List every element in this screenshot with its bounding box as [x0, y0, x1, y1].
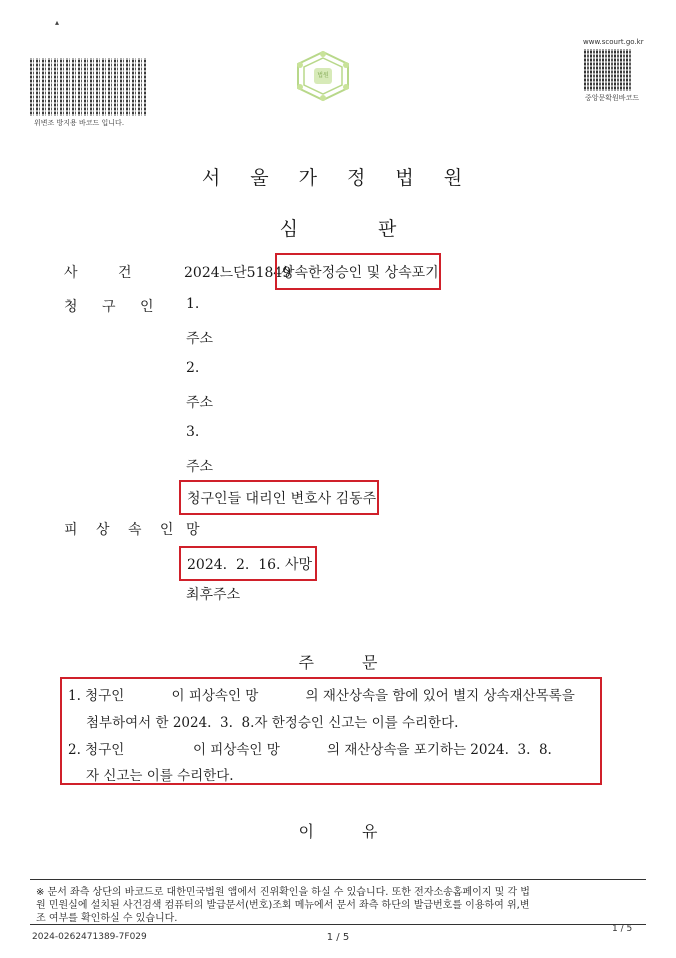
decedent-death-date: 2024. 2. 16. 사망	[187, 557, 313, 573]
claimant-3-address-label: 주소	[186, 459, 214, 475]
document-type-char-2: 판	[378, 218, 397, 240]
claimant-agent: 청구인들 대리인 변호사 김동주	[187, 491, 377, 507]
order-line-4: 자 신고는 이를 수리한다.	[86, 768, 234, 784]
case-label: 사 건	[64, 265, 150, 281]
anti-forgery-barcode	[30, 58, 146, 116]
case-name: 상속한정승인 및 상속포기	[281, 265, 439, 281]
reason-title	[0, 819, 676, 842]
notice-line-1: ※ 문서 좌측 상단의 바코드로 대한민국법원 앱에서 진위확인을 하실 수 있습니다. 또한 전자소송홈페이지 및 각 법	[36, 887, 530, 898]
reason-title-char-2: 유	[362, 822, 378, 841]
decedent-status: 망	[186, 522, 200, 538]
left-barcode-caption: 위변조 방지용 바코드 입니다.	[34, 119, 125, 127]
case-number: 2024느단51849	[184, 265, 292, 281]
order-title-char-1: 주	[298, 653, 314, 672]
notice-line-3: 조 여부를 확인하실 수 있습니다.	[36, 913, 178, 924]
claimant-2-number: 2.	[186, 360, 200, 376]
order-line-3: 2. 청구인 이 피상속인 망 의 재산상속을 포기하는 2024. 3. 8.	[68, 742, 552, 758]
claimant-1-address-label: 주소	[186, 331, 214, 347]
document-barcode	[584, 49, 632, 91]
order-line-1: 1. 청구인 이 피상속인 망 의 재산상속을 함에 있어 별지 상속재산목록을	[68, 688, 575, 704]
document-type	[0, 214, 676, 241]
claimant-label: 청 구 인	[64, 299, 164, 315]
court-emblem-icon	[290, 48, 356, 104]
scourt-url: www.scourt.go.kr	[583, 38, 644, 46]
claimant-1-number: 1.	[186, 296, 200, 312]
corner-mark: ▴	[55, 18, 60, 27]
emblem-text: 법원	[317, 72, 329, 79]
claimant-2-address-label: 주소	[186, 395, 214, 411]
page-number-right: 1 / 5	[612, 924, 633, 934]
page-number: 1 / 5	[326, 932, 350, 943]
court-name: 서 울 가 정 법 원	[201, 167, 475, 189]
reason-title-char-1: 이	[298, 822, 314, 841]
right-barcode-caption: 중앙문확원바코드	[585, 94, 640, 102]
notice-line-2: 원 민원실에 설치된 사건검색 컴퓨터의 발급문서(번호)조회 메뉴에서 문서 좌측 하단의 발급번호를 이용하여 위,변	[36, 900, 530, 911]
document-type-char-1: 심	[279, 218, 298, 240]
order-line-2: 첨부하여서 한 2024. 3. 8.자 한정승인 신고는 이를 수리한다.	[86, 715, 459, 731]
order-title-char-2: 문	[362, 653, 378, 672]
order-title	[0, 650, 676, 673]
issuance-number: 2024-0262471389-7F029	[32, 932, 147, 942]
claimant-3-number: 3.	[186, 424, 200, 440]
decedent-last-address-label: 최후주소	[186, 587, 241, 603]
verification-notice	[30, 879, 646, 925]
decedent-label: 피 상 속 인	[64, 522, 181, 538]
